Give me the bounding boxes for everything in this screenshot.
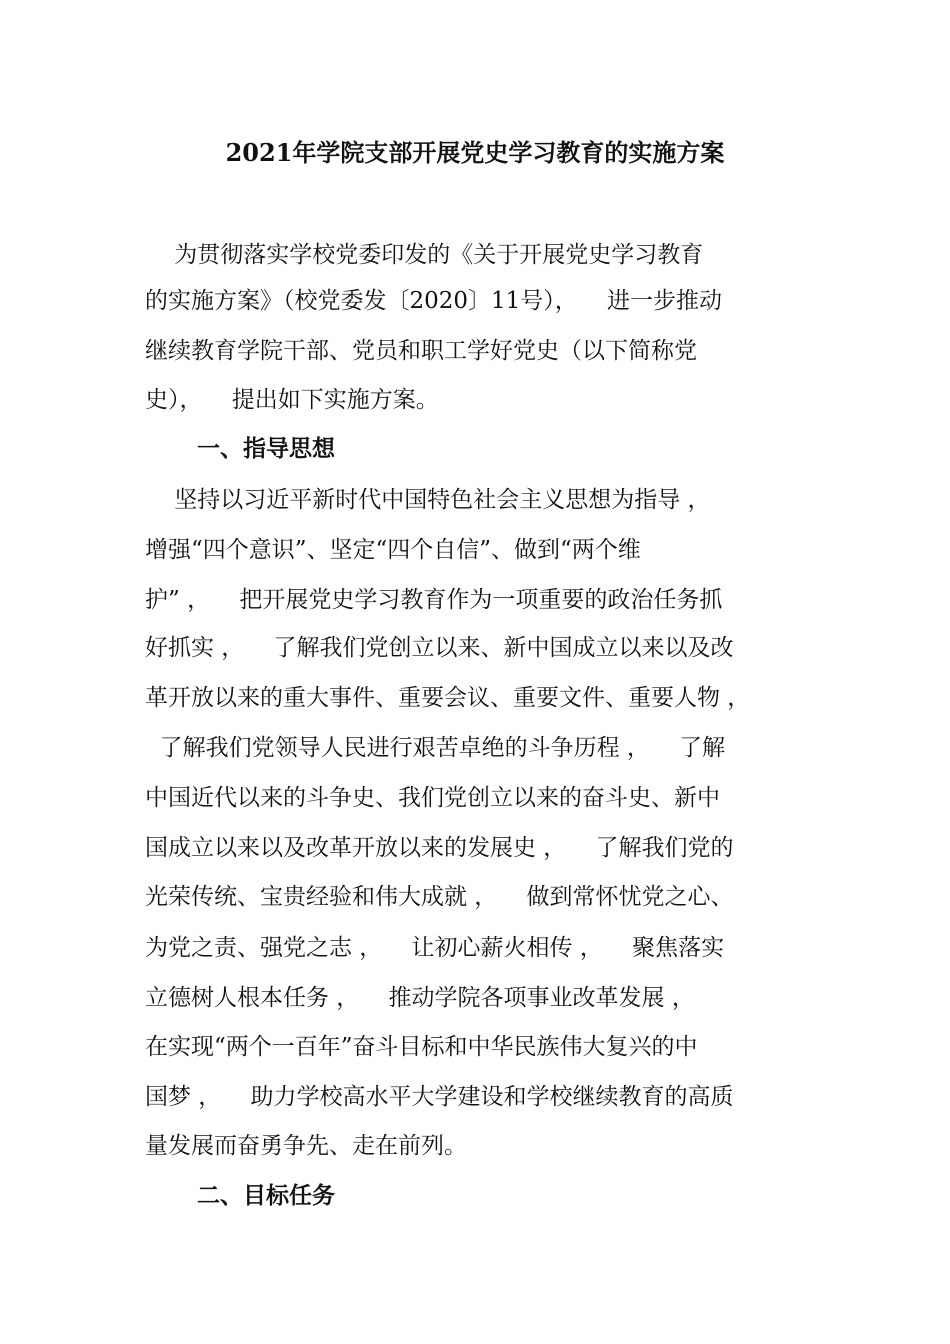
intro-line: 的实施方案》（校党委发〔2020〕11号）， 进一步推动 bbox=[145, 288, 723, 314]
body-line: 立德树人根本任务 ， 推动学院各项事业改革发展 ， bbox=[145, 985, 695, 1011]
section-heading-guiding-ideology: 一、指导思想 bbox=[197, 436, 335, 462]
intro-line: 为贯彻落实学校党委印发的《关于开展党史学习教育 bbox=[145, 242, 704, 268]
section-heading-objectives: 二、目标任务 bbox=[197, 1183, 335, 1209]
body-line: 坚持以习近平新时代中国特色社会主义思想为指导 ， bbox=[145, 487, 711, 513]
body-line: 量发展而奋勇争先、走在前列。 bbox=[145, 1133, 467, 1159]
body-line: 国成立以来以及改革开放以来的发展史 ， 了解我们党的 bbox=[145, 835, 734, 861]
body-line: 光荣传统、宝贵经验和伟大成就 ， 做到常怀忧党之心、 bbox=[145, 884, 734, 910]
body-line: 中国近代以来的斗争史、我们党创立以来的奋斗史、新中 bbox=[145, 785, 720, 811]
body-line: 好抓实 ， 了解我们党创立以来、新中国成立以来以及改 bbox=[145, 635, 734, 661]
body-line: 为党之责、强党之志 ， 让初心薪火相传 ， 聚焦落实 bbox=[145, 935, 725, 961]
intro-line: 继续教育学院干部、党员和职工学好党史（以下简称党 bbox=[145, 338, 697, 364]
intro-line: 史）， 提出如下实施方案。 bbox=[145, 387, 439, 413]
body-line: 革开放以来的重大事件、重要会议、重要文件、重要人物 ， bbox=[145, 685, 751, 711]
body-line: 护” ， 把开展党史学习教育作为一项重要的政治任务抓 bbox=[145, 587, 723, 613]
body-line: 在实现“两个一百年”奋斗目标和中华民族伟大复兴的中 bbox=[145, 1034, 698, 1060]
document-title: 2021年学院支部开展党史学习教育的实施方案 bbox=[225, 138, 725, 167]
body-line: 了解我们党领导人民进行艰苦卓绝的斗争历程 ， 了解 bbox=[145, 735, 726, 761]
body-line: 增强“四个意识”、坚定“四个自信”、做到“两个维 bbox=[145, 537, 641, 563]
body-line: 国梦 ， 助力学校高水平大学建设和学校继续教育的高质 bbox=[145, 1084, 734, 1110]
